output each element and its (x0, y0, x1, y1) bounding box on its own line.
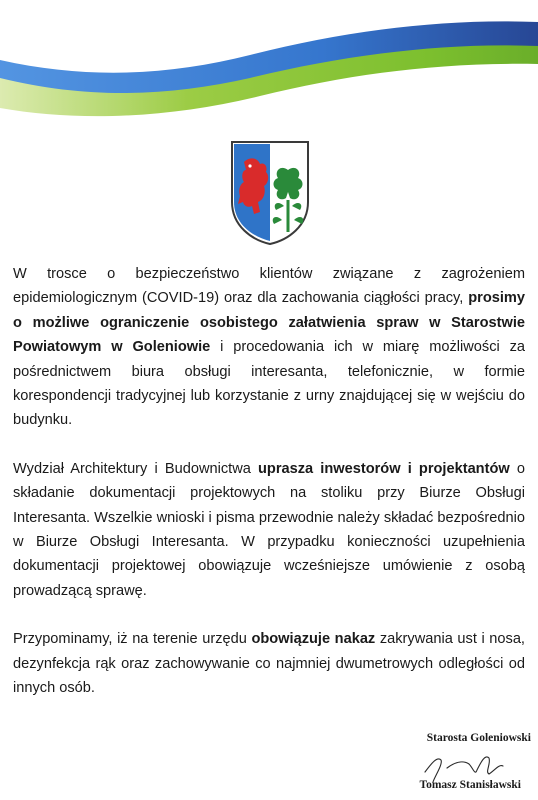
text-run: Wydział Architektury i Budownictwa (13, 460, 258, 477)
wave-banner-graphic (0, 0, 538, 125)
text-run: W trosce o bezpieczeństwo klientów związane z zagrożeniem epidemiologicznym (COVID-19) oraz dla zachowania ciągłości pracy, (13, 266, 525, 307)
coat-of-arms-icon (230, 140, 310, 245)
signature-block (385, 732, 535, 800)
bold-text-run: prosimy o możliwe ograniczenie osobistego załatwienia spraw w Starostwie Powiatowym w Goleniowie (13, 290, 525, 356)
paragraph-3 (13, 627, 525, 700)
text-run: o składanie dokumentacji projektowych na stoliku przy Biurze Obsługi Interesanta. Wszelkie wnioski i pisma przewodnie należy składać bezpośrednio w Biurze Obsługi Interesanta. W przypadku konieczności uzupełnienia dokumentacji projektowej obowiązuje wcześniejsze umówienie z osobą prowadzącą sprawę. (13, 460, 525, 599)
signature-title: Starosta Goleniowski (426, 732, 531, 744)
paragraph-1 (13, 262, 525, 433)
bold-text-run: uprasza inwestorów i projektantów (258, 460, 510, 477)
bold-text-run: obowiązuje nakaz (251, 631, 376, 648)
text-run: Przypominamy, iż na terenie urzędu (13, 631, 252, 648)
announcement-body (13, 262, 525, 725)
paragraph-2 (13, 457, 525, 603)
text-run: i procedowania ich w miarę możliwości za pośrednictwem biura obsługi interesanta, telefonicznie, w formie korespondencji tradycyjnej lub korzystanie z urny znajdującej się w wejściu do budynku. (13, 339, 526, 429)
signature-name: Tomasz Stanisławski (419, 779, 521, 791)
text-run: zakrywania ust i nosa, dezynfekcja rąk oraz zachowywanie co najmniej dwumetrowych odległości od innych osób. (13, 631, 525, 697)
